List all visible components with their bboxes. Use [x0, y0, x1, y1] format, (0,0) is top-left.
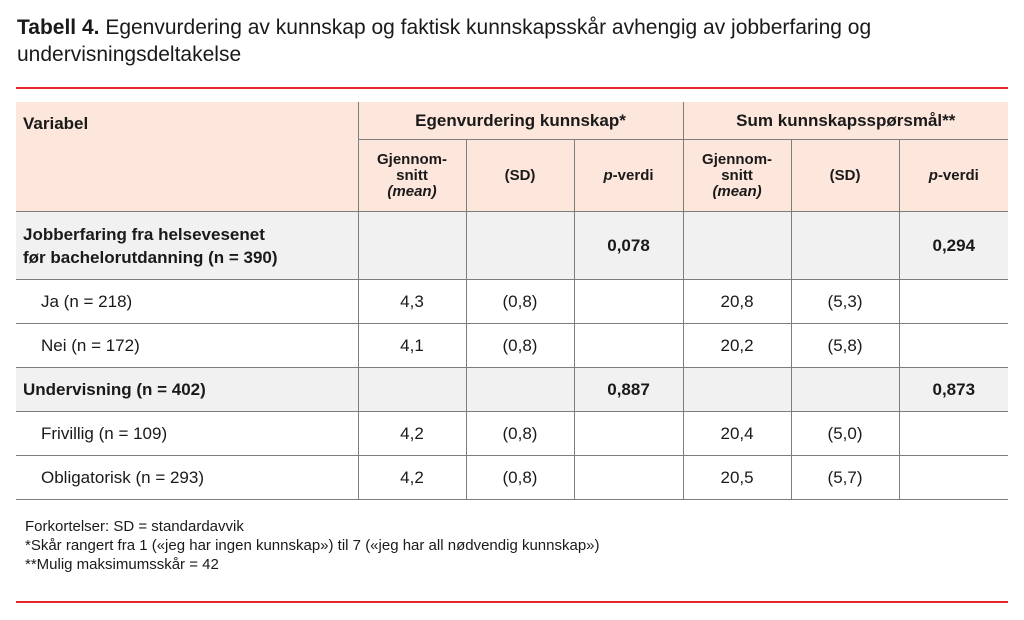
header-mean-1	[358, 140, 466, 212]
cell-mean-2: 20,4	[683, 412, 791, 456]
cell-sd-1: (0,8)	[466, 412, 574, 456]
cell-sd-1	[466, 212, 574, 280]
table-row	[16, 280, 1008, 324]
footnote-max-score: **Mulig maksimumsskår = 42	[25, 556, 219, 573]
table-title	[17, 14, 1017, 68]
table-footnotes	[25, 517, 600, 574]
cell-p-1	[574, 412, 683, 456]
header-variable: Variabel	[16, 102, 358, 212]
footnote-abbreviations: Forkortelser: SD = standardavvik	[25, 518, 244, 535]
header-sd-2: (SD)	[791, 140, 899, 212]
cell-mean-1: 4,1	[358, 324, 466, 368]
cell-sd-2: (5,8)	[791, 324, 899, 368]
row-label: Nei (n = 172)	[16, 324, 358, 368]
row-label-line1: Jobberfaring fra helsevesenet	[23, 224, 265, 244]
cell-p-2: 0,873	[899, 368, 1008, 412]
cell-mean-2	[683, 368, 791, 412]
footnote-score-range: *Skår rangert fra 1 («jeg har ingen kunnskap») til 7 («jeg har all nødvendig kunnskap»)	[25, 537, 600, 554]
cell-sd-1: (0,8)	[466, 280, 574, 324]
cell-p-1: 0,887	[574, 368, 683, 412]
cell-mean-1: 4,2	[358, 412, 466, 456]
mean-label-line1: Gjennom-	[377, 150, 447, 168]
p-suffix: -verdi	[612, 166, 654, 184]
cell-p-1	[574, 324, 683, 368]
row-label-line2: før bachelorutdanning (n = 390)	[23, 247, 278, 267]
table-row	[16, 456, 1008, 500]
table-number: Tabell 4.	[17, 16, 100, 39]
cell-mean-1	[358, 212, 466, 280]
cell-p-1: 0,078	[574, 212, 683, 280]
table-row-job-experience	[16, 212, 1008, 280]
mean-label-line3: (mean)	[712, 182, 762, 200]
table-row	[16, 324, 1008, 368]
cell-sd-1	[466, 368, 574, 412]
cell-sd-2: (5,0)	[791, 412, 899, 456]
top-divider	[16, 87, 1008, 89]
row-label: Obligatorisk (n = 293)	[16, 456, 358, 500]
bottom-divider	[16, 601, 1008, 603]
cell-p-2: 0,294	[899, 212, 1008, 280]
cell-sd-1: (0,8)	[466, 456, 574, 500]
cell-sd-1: (0,8)	[466, 324, 574, 368]
header-knowledge-sum: Sum kunnskapsspørsmål**	[683, 102, 1008, 140]
header-self-assessment: Egenvurdering kunnskap*	[358, 102, 683, 140]
cell-p-2	[899, 456, 1008, 500]
cell-sd-2	[791, 368, 899, 412]
mean-label-line2: snitt	[721, 166, 753, 184]
cell-mean-1: 4,3	[358, 280, 466, 324]
header-mean-2	[683, 140, 791, 212]
table-row	[16, 412, 1008, 456]
p-italic: p	[928, 166, 938, 184]
header-p-2	[899, 140, 1008, 212]
cell-sd-2	[791, 212, 899, 280]
cell-mean-2: 20,8	[683, 280, 791, 324]
mean-label-line3: (mean)	[387, 182, 437, 200]
row-label: Ja (n = 218)	[16, 280, 358, 324]
cell-mean-2	[683, 212, 791, 280]
cell-mean-2: 20,2	[683, 324, 791, 368]
cell-sd-2: (5,3)	[791, 280, 899, 324]
cell-mean-2: 20,5	[683, 456, 791, 500]
cell-p-2	[899, 280, 1008, 324]
row-label	[16, 212, 358, 280]
header-group-row	[16, 102, 1008, 140]
cell-sd-2: (5,7)	[791, 456, 899, 500]
cell-p-2	[899, 412, 1008, 456]
row-label: Undervisning (n = 402)	[16, 368, 358, 412]
mean-label-line1: Gjennom-	[702, 150, 773, 168]
cell-mean-1: 4,2	[358, 456, 466, 500]
header-sd-1: (SD)	[466, 140, 574, 212]
mean-label-line2: snitt	[396, 166, 428, 184]
cell-p-1	[574, 456, 683, 500]
table-caption: Egenvurdering av kunnskap og faktisk kunnskapsskår avhengig av jobberfaring og undervisningsdeltakelse	[17, 16, 872, 66]
row-label: Frivillig (n = 109)	[16, 412, 358, 456]
cell-p-2	[899, 324, 1008, 368]
table-row-teaching	[16, 368, 1008, 412]
cell-mean-1	[358, 368, 466, 412]
header-p-1	[574, 140, 683, 212]
cell-p-1	[574, 280, 683, 324]
results-table	[16, 102, 1008, 500]
p-italic: p	[603, 166, 613, 184]
p-suffix: -verdi	[937, 166, 979, 184]
